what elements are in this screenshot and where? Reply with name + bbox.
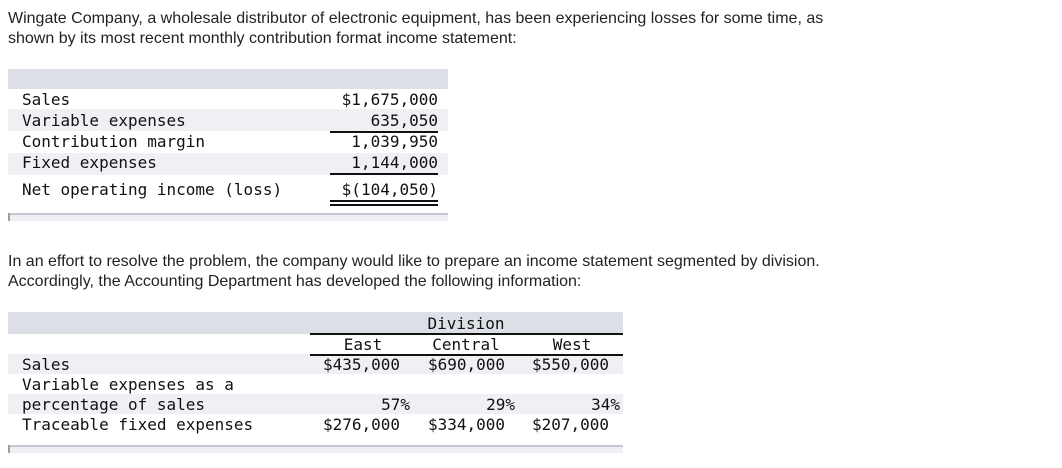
column-header-central: Central xyxy=(432,335,500,354)
middle-line-2: Accordingly, the Accounting Department has developed the following information: xyxy=(8,273,582,290)
row-label-sales: Sales xyxy=(22,90,71,109)
row-value-net-operating-income: $(104,050) xyxy=(341,180,438,199)
column-header-west: West xyxy=(552,335,592,354)
table-footer-tick xyxy=(8,445,10,453)
row-label-traceable-fixed: Traceable fixed expenses xyxy=(22,415,254,434)
double-rule-top xyxy=(330,200,438,202)
cell-traceable-fixed-west: $207,000 xyxy=(531,415,609,434)
row-value-variable-expenses: 635,050 xyxy=(370,111,438,130)
cell-variable-pct-east: 57% xyxy=(381,395,410,414)
middle-paragraph xyxy=(8,252,1008,292)
cell-sales-west: $550,000 xyxy=(531,355,609,374)
table-footer-band xyxy=(8,213,448,221)
cell-traceable-fixed-central: $334,000 xyxy=(427,415,505,434)
intro-paragraph xyxy=(8,9,1008,49)
double-rule-bottom xyxy=(330,204,438,206)
row-value-sales: $1,675,000 xyxy=(341,90,438,109)
column-header-east: East xyxy=(343,335,383,354)
row-label-net-operating-income: Net operating income (loss) xyxy=(22,180,283,199)
division-header: Division xyxy=(427,314,505,333)
intro-line-2: shown by its most recent monthly contribution format income statement: xyxy=(8,30,517,47)
row-label-variable-pct-line-1: Variable expenses as a xyxy=(22,375,234,394)
table-header-band xyxy=(8,69,448,89)
cell-variable-pct-west: 34% xyxy=(591,395,620,414)
row-band xyxy=(8,354,623,374)
cell-sales-east: $435,000 xyxy=(322,355,400,374)
row-label-contribution-margin: Contribution margin xyxy=(22,132,206,151)
division-table xyxy=(8,312,623,454)
row-label-variable-pct-line-2: percentage of sales xyxy=(22,395,206,414)
cell-traceable-fixed-east: $276,000 xyxy=(322,415,400,434)
table-footer-band xyxy=(8,445,623,453)
cell-sales-central: $690,000 xyxy=(427,355,505,374)
middle-line-1: In an effort to resolve the problem, the company would like to prepare an income statement segmented by division. xyxy=(8,253,820,270)
table-footer-tick xyxy=(8,213,10,221)
row-label-sales: Sales xyxy=(22,355,71,374)
cell-variable-pct-central: 29% xyxy=(486,395,515,414)
row-label-variable-expenses: Variable expenses xyxy=(22,111,186,130)
subtotal-rule xyxy=(330,173,438,175)
intro-line-1: Wingate Company, a wholesale distributor of electronic equipment, has been experiencing losses for some time, as xyxy=(8,10,824,27)
row-value-fixed-expenses: 1,144,000 xyxy=(351,153,438,172)
row-value-contribution-margin: 1,039,950 xyxy=(351,132,438,151)
income-statement-table xyxy=(8,69,448,221)
row-label-fixed-expenses: Fixed expenses xyxy=(22,153,157,172)
